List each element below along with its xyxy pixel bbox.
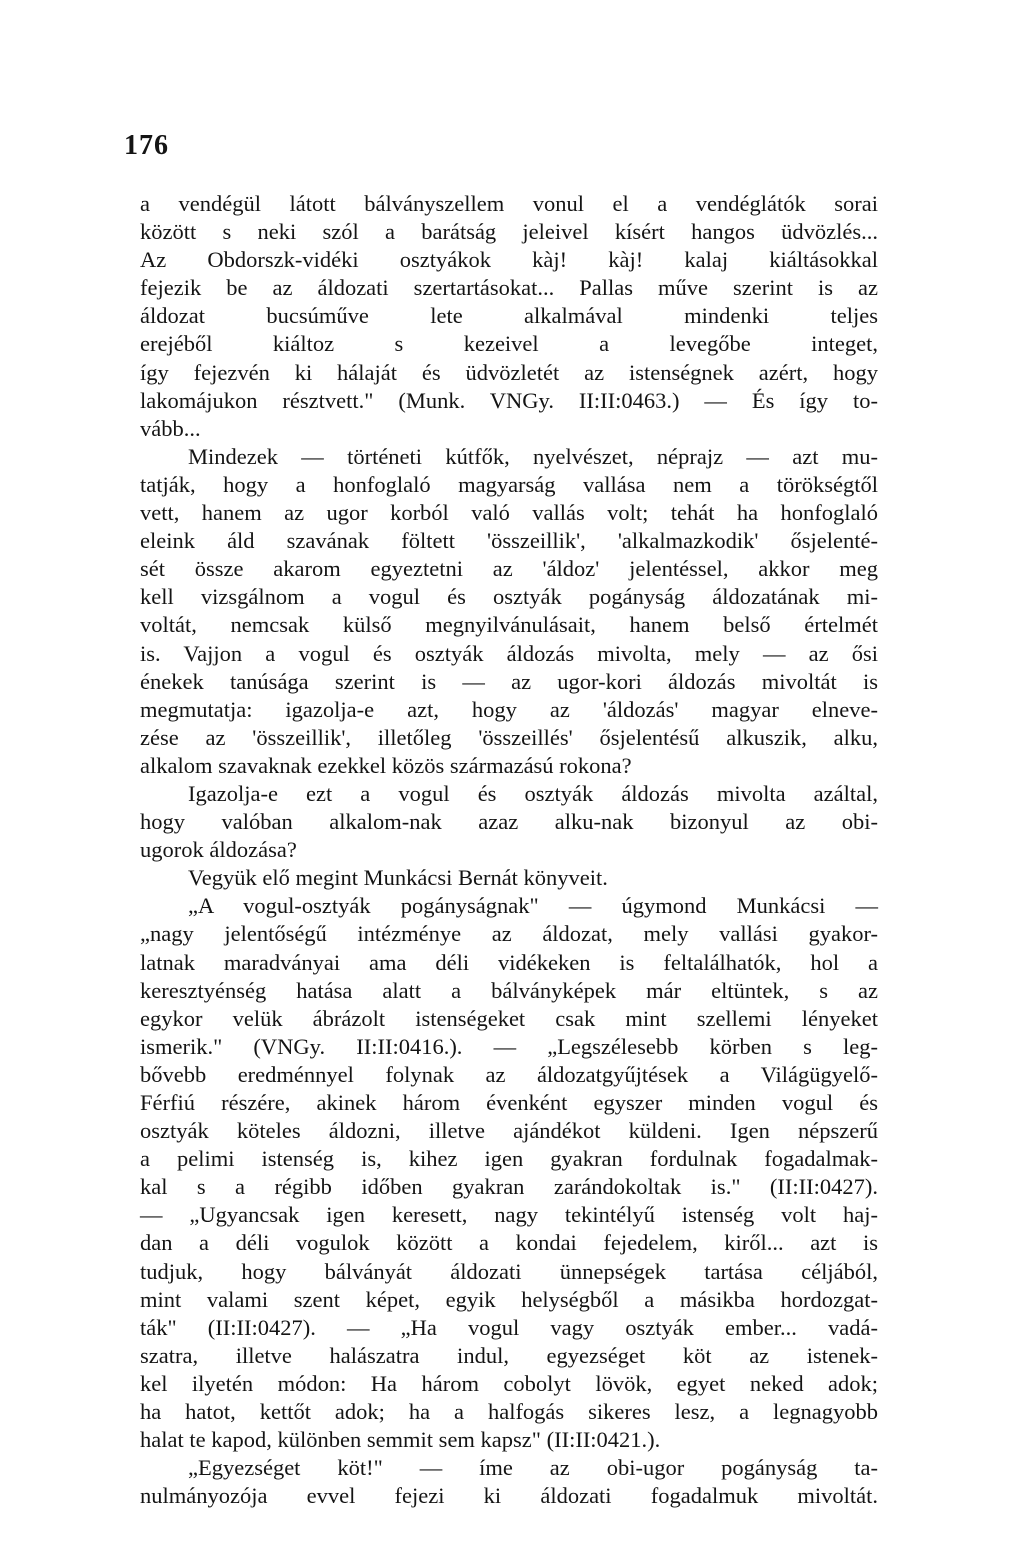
text-line: kell vizsgálnom a vogul és osztyák pogányság áldozatának mi- xyxy=(140,584,878,610)
text-line: a pelimi istenség is, kihez igen gyakran fordulnak fogadalmak- xyxy=(140,1146,878,1172)
text-line: tudjuk, hogy bálványát áldozati ünnepségek tartása céljából, xyxy=(140,1258,878,1284)
text-line: osztyák köteles áldozni, illetve ajándékot küldeni. Igen népszerű xyxy=(140,1118,878,1144)
text-line: ha hatot, kettőt adok; ha a halfogás sikeres lesz, a legnagyobb xyxy=(140,1399,878,1425)
text-line: sét össze akarom egyeztetni az 'áldoz' jelentéssel, akkor meg xyxy=(140,556,878,582)
text-line: vább... xyxy=(140,415,201,441)
text-line: eleink áld szavának föltett 'összeillik', 'alkalmazkodik' ősjelenté- xyxy=(140,528,878,554)
text-line: ismerik." (VNGy. II:II:0416.). — „Legszélesebb körben s leg- xyxy=(140,1033,878,1059)
text-line: kel ilyetén módon: Ha három cobolyt lövök, egyet neked adok; xyxy=(140,1370,878,1396)
text-line: ugorok áldozása? xyxy=(140,837,297,863)
text-line: keresztyénség hatása alatt a bálványképek már eltüntek, s az xyxy=(140,977,878,1003)
text-line: tatják, hogy a honfoglaló magyarság vallása nem a törökségtől xyxy=(140,471,878,497)
text-line: a vendégül látott bálványszellem vonul el a vendéglátók sorai xyxy=(140,191,878,216)
text-line: Mindezek — történeti kútfők, nyelvészet, néprajz — azt mu- xyxy=(188,443,878,469)
text-line: fejezik be az áldozati szertartásokat... Pallas műve szerint is az xyxy=(140,275,878,301)
text-line: énekek tanúsága szerint is — az ugor-kori áldozás mivoltát is xyxy=(140,668,878,694)
text-line: halat te kapod, különben semmit sem kapsz" (II:II:0421.). xyxy=(140,1427,661,1453)
text-line: alkalom szavaknak ezekkel közös származású rokona? xyxy=(140,752,632,778)
text-line: — „Ugyancsak igen keresett, nagy tekintélyű istenség volt haj- xyxy=(140,1202,878,1228)
text-line: vett, hanem az ugor korból való vallás volt; tehát ha honfoglaló xyxy=(140,500,878,526)
text-line: zése az 'összeillik', illetőleg 'összeillés' ősjelentésű alkuszik, alku, xyxy=(140,724,878,750)
text-line: kal s a régibb időben gyakran zarándokoltak is." (II:II:0427). xyxy=(140,1174,878,1200)
text-line: egykor velük ábrázolt istenségeket csak mint szellemi lényeket xyxy=(140,1005,878,1031)
text-line: hogy valóban alkalom-nak azaz alku-nak bizonyul az obi- xyxy=(140,809,878,835)
text-line: Igazolja-e ezt a vogul és osztyák áldozás mivolta azáltal, xyxy=(188,780,878,806)
text-line: „Egyezséget köt!" — íme az obi-ugor pogányság ta- xyxy=(188,1455,878,1481)
text-line: nulmányozója evvel fejezi ki áldozati fogadalmuk mivoltát. xyxy=(140,1483,878,1509)
text-line: Férfiú részére, akinek három évenként egyszer minden vogul és xyxy=(140,1090,878,1115)
text-line: így fejezvén ki hálaját és üdvözletét az istenségnek azért, hogy xyxy=(140,359,878,385)
text-line: „nagy jelentőségű intézménye az áldozat, mely vallási gyakor- xyxy=(140,921,878,947)
text-line: között s neki szól a barátság jeleivel kísért hangos üdvözlés... xyxy=(140,219,878,245)
text-line: mint valami szent képet, egyik helységből a másikba hordozgat- xyxy=(140,1286,878,1312)
text-line: megmutatja: igazolja-e azt, hogy az 'áldozás' magyar elneve- xyxy=(140,696,878,722)
page-number: 176 xyxy=(124,130,169,161)
text-line: is. Vajjon a vogul és osztyák áldozás mivolta, mely — az ősi xyxy=(140,640,878,666)
text-line: voltát, nemcsak külső megnyilvánulásait, hanem belső értelmét xyxy=(140,612,878,638)
text-line: áldozat bucsúműve lete alkalmával mindenki teljes xyxy=(140,303,878,329)
text-line: ták" (II:II:0427). — „Ha vogul vagy osztyák ember... vadá- xyxy=(140,1314,878,1340)
text-line: Vegyük elő megint Munkácsi Bernát könyveit. xyxy=(188,865,608,891)
text-line: bővebb eredménnyel folynak az áldozatgyűjtések a Világügyelő- xyxy=(140,1061,878,1087)
text-line: dan a déli vogulok között a kondai fejedelem, kiről... azt is xyxy=(140,1230,878,1256)
text-line: lakomájukon résztvett." (Munk. VNGy. II:II:0463.) — És így to- xyxy=(140,387,878,413)
text-line: erejéből kiáltoz s kezeivel a levegőbe integet, xyxy=(140,331,878,357)
text-line: Az Obdorszk-vidéki osztyákok kàj! kàj! kalaj kiáltásokkal xyxy=(140,247,878,273)
text-line: latnak maradványai ama déli vidékeken is feltalálhatók, hol a xyxy=(140,949,878,975)
text-line: szatra, illetve halászatra indul, egyezséget köt az istenek- xyxy=(140,1342,878,1368)
text-line: „A vogul-osztyák pogányságnak" — úgymond Munkácsi — xyxy=(188,893,878,919)
body-text xyxy=(140,190,878,1510)
